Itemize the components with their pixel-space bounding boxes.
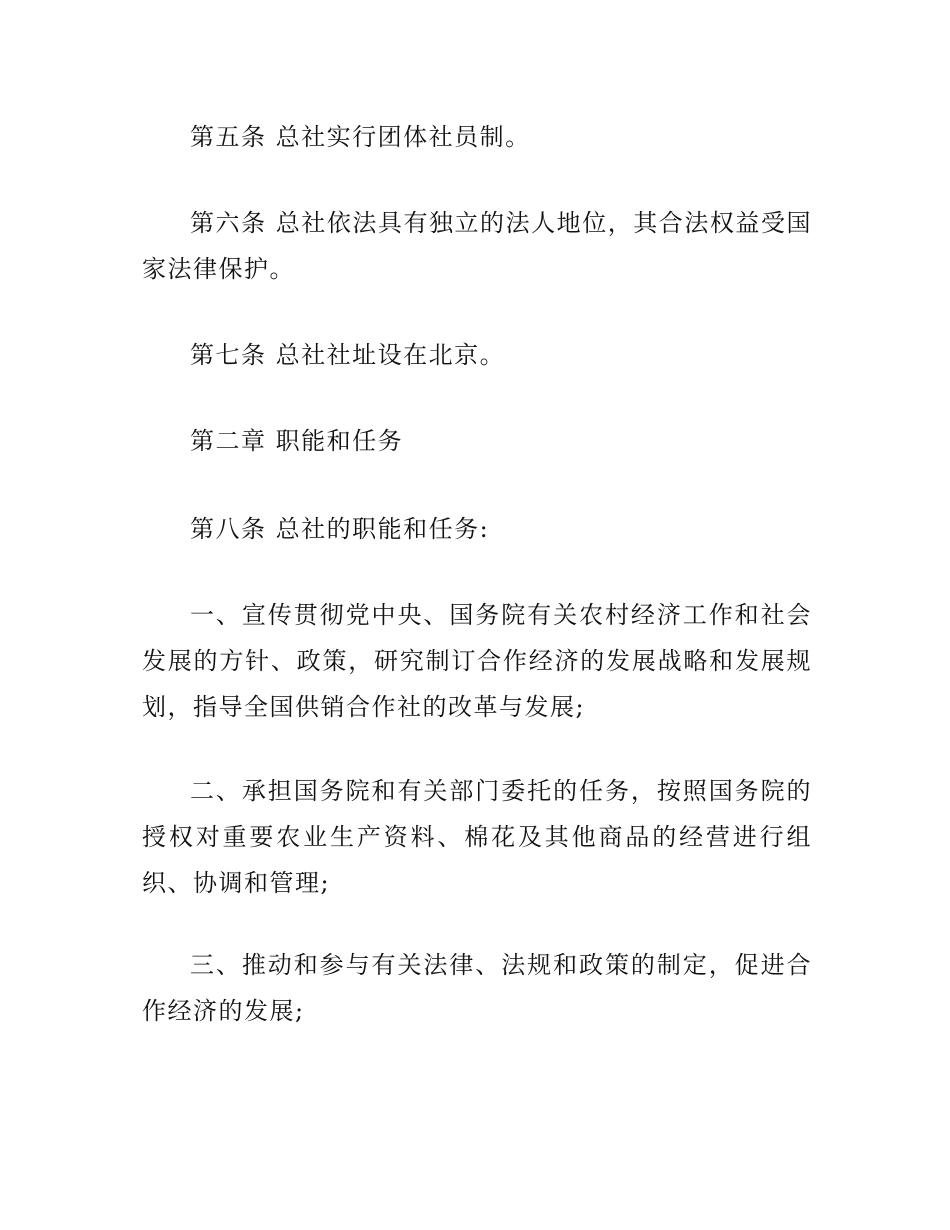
duty-item-1: 一、宣传贯彻党中央、国务院有关农村经济工作和社会发展的方针、政策，研究制订合作经济的发展战略和发展规划，指导全国供销合作社的改革与发展; [142,601,812,721]
duty-item-3: 三、推动和参与有关法律、法规和政策的制定，促进合作经济的发展; [142,951,812,1025]
article-5-paragraph: 第五条 总社实行团体社员制。 [190,123,531,151]
article-7-paragraph: 第七条 总社社址设在北京。 [190,341,506,369]
chapter-2-heading: 第二章 职能和任务 [190,427,404,455]
duty-item-2: 二、承担国务院和有关部门委托的任务，按照国务院的授权对重要农业生产资料、棉花及其他商品的经营进行组织、协调和管理; [142,777,812,897]
article-8-paragraph: 第八条 总社的职能和任务: [190,515,490,543]
article-6-paragraph: 第六条 总社依法具有独立的法人地位，其合法权益受国家法律保护。 [142,209,812,283]
